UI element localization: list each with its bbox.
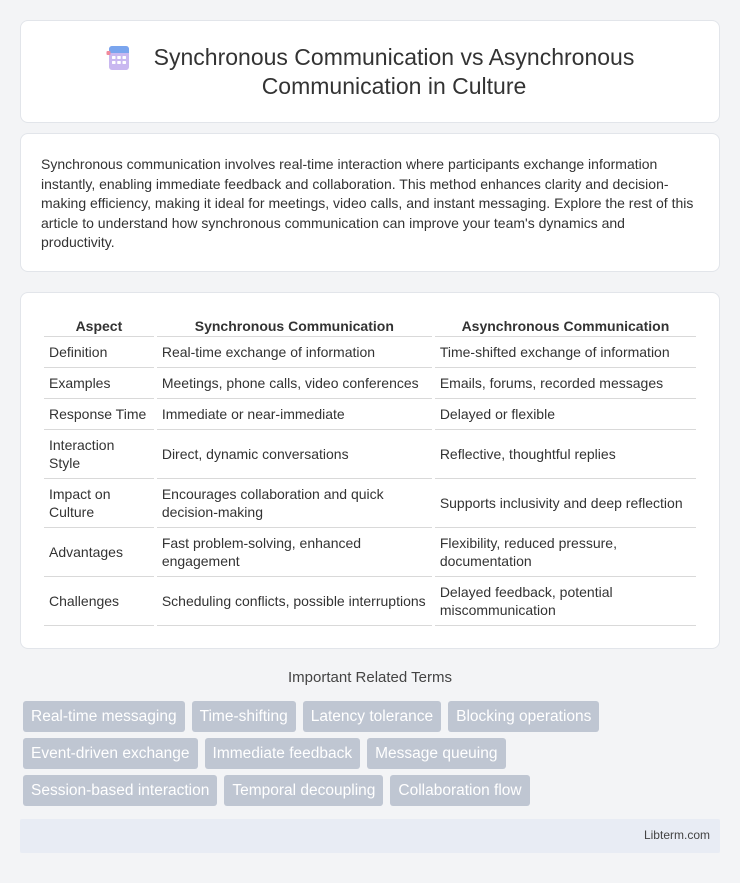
tag-latency-tolerance[interactable]: Latency tolerance [303, 701, 441, 732]
row-asynchronous: Time-shifted exchange of information [435, 337, 696, 368]
comparison-table [41, 316, 699, 626]
tag-row [23, 701, 723, 732]
tag-row [23, 738, 723, 769]
row-synchronous: Real-time exchange of information [157, 337, 432, 368]
header-synchronous: Synchronous Communication [157, 316, 432, 337]
table-row [44, 368, 696, 399]
tag-message-queuing[interactable]: Message queuing [367, 738, 505, 769]
tag-temporal-decoupling[interactable]: Temporal decoupling [224, 775, 383, 806]
row-synchronous: Encourages collaboration and quick decision-making [157, 479, 432, 528]
page-title-line-2: Communication in Culture [261, 72, 527, 99]
tag-collaboration-flow[interactable]: Collaboration flow [390, 775, 529, 806]
title-row [21, 21, 719, 122]
row-asynchronous: Delayed feedback, potential miscommunication [435, 577, 696, 626]
row-asynchronous: Reflective, thoughtful replies [435, 430, 696, 479]
tag-session-based-interaction[interactable]: Session-based interaction [23, 775, 217, 806]
table-row [44, 337, 696, 368]
page-title [154, 43, 635, 101]
row-synchronous: Scheduling conflicts, possible interruptions [157, 577, 432, 626]
table-row [44, 479, 696, 528]
row-aspect: Response Time [44, 399, 154, 430]
document-grid-icon [106, 45, 132, 71]
intro-card [20, 133, 720, 272]
row-aspect: Definition [44, 337, 154, 368]
tag-row [23, 775, 723, 806]
row-aspect: Impact on Culture [44, 479, 154, 528]
table-row [44, 430, 696, 479]
table-header-row [44, 316, 696, 337]
row-asynchronous: Delayed or flexible [435, 399, 696, 430]
row-synchronous: Meetings, phone calls, video conferences [157, 368, 432, 399]
row-aspect: Examples [44, 368, 154, 399]
table-row [44, 577, 696, 626]
footer [20, 819, 720, 853]
header-aspect: Aspect [44, 316, 154, 337]
tag-time-shifting[interactable]: Time-shifting [192, 701, 296, 732]
row-aspect: Interaction Style [44, 430, 154, 479]
tag-event-driven-exchange[interactable]: Event-driven exchange [23, 738, 198, 769]
row-asynchronous: Flexibility, reduced pressure, documentation [435, 528, 696, 577]
header-asynchronous: Asynchronous Communication [435, 316, 696, 337]
comparison-card [20, 292, 720, 649]
tag-real-time-messaging[interactable]: Real-time messaging [23, 701, 185, 732]
table-row [44, 399, 696, 430]
related-terms-title: Important Related Terms [288, 669, 452, 686]
row-synchronous: Immediate or near-immediate [157, 399, 432, 430]
tag-blocking-operations[interactable]: Blocking operations [448, 701, 599, 732]
row-asynchronous: Emails, forums, recorded messages [435, 368, 696, 399]
related-terms-tags [23, 701, 723, 812]
title-card [20, 20, 720, 123]
page-title-line-1: Synchronous Communication vs Asynchronous [153, 43, 635, 70]
table-row [44, 528, 696, 577]
tag-immediate-feedback[interactable]: Immediate feedback [205, 738, 361, 769]
row-synchronous: Direct, dynamic conversations [157, 430, 432, 479]
intro-paragraph: Synchronous communication involves real-time interaction where participants exchange information instantly, enabling immediate feedback and collaboration. This method enhances clarity and decision-making efficiency, making it ideal for meetings, video calls, and instant messaging. Explore the rest of this article to understand how synchronous communication can improve your team's dynamics and productivity. [41, 156, 694, 251]
row-synchronous: Fast problem-solving, enhanced engagement [157, 528, 432, 577]
row-asynchronous: Supports inclusivity and deep reflection [435, 479, 696, 528]
row-aspect: Challenges [44, 577, 154, 626]
footer-site-link[interactable]: Libterm.com [643, 828, 710, 842]
row-aspect: Advantages [44, 528, 154, 577]
